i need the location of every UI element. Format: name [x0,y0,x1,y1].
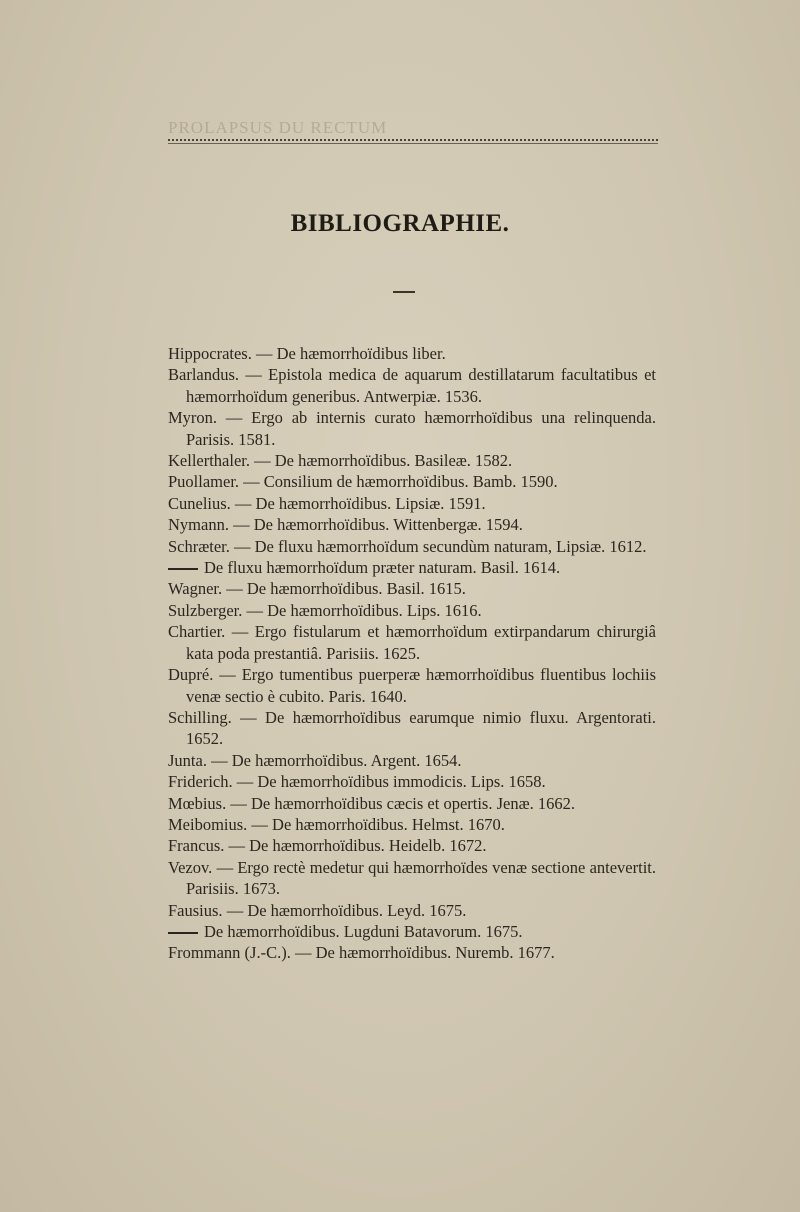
bibliography-entry [168,707,656,750]
entry-text: De fluxu hæmorrhoïdum præter naturam. Basil. 1614. [204,558,561,578]
entry-author: Frommann (J.-C.). [168,943,291,963]
entry-text: — De hæmorrhoïdibus. Basil. 1615. [226,579,466,599]
entry-text: — De hæmorrhoïdibus. Leyd. 1675. [226,900,467,920]
entry-text: — De hæmorrhoïdibus. Basileæ. 1582. [254,451,513,471]
entry-text: — De hæmorrhoïdibus. Wittenbergæ. 1594. [233,515,523,535]
bibliography-entry [168,857,656,900]
bibliography-entry [168,407,656,450]
entry-author: Vezov. [168,857,213,877]
header-rule-thin [168,143,658,144]
bibliography-entry [168,835,656,856]
bibliography-entry [168,536,656,557]
entry-author: Schilling. [168,707,232,727]
entry-text: — Ergo ab internis curato hæmorrhoïdibus una relinquenda. Parisis. 1581. [186,408,656,449]
entry-author: Sulzberger. [168,600,243,620]
entry-author: Cunelius. [168,493,231,513]
bibliography-entry [168,814,656,835]
bibliography-entry [168,600,656,621]
entry-text: — Epistola medica de aquarum destillatarum facultatibus et hæmorrhoïdum generibus. Antwerpiæ. 1536. [186,365,656,406]
entry-text: — De hæmorrhoïdibus. Nuremb. 1677. [294,943,555,963]
bibliography-list [168,343,656,964]
entry-text: — De hæmorrhoïdibus earumque nimio fluxu. Argentorati. 1652. [186,707,657,749]
bibliography-entry [168,557,656,578]
header-rule [168,139,658,141]
bibliography-entry [168,621,656,664]
running-head: PROLAPSUS DU RECTUM [168,118,388,137]
entry-author: Chartier. [168,622,226,642]
entry-author: Kellerthaler. [168,451,251,471]
entry-text: — De hæmorrhoïdibus cæcis et opertis. Jenæ. 1662. [230,793,575,813]
entry-author: Junta. [168,750,207,770]
entry-author: Friderich. [168,772,233,792]
entry-text: — Ergo fistularum et hæmorrhoïdum extirpandarum chirurgiâ kata poda prestantiâ. Parisiis. 1625. [186,622,656,663]
entry-text: De hæmorrhoïdibus. Lugduni Batavorum. 1675. [204,921,523,941]
bibliography-entry [168,471,656,492]
page-title: BIBLIOGRAPHIE. [290,210,510,237]
entry-author: Fausius. [168,900,223,920]
bibliography-entry [168,793,656,814]
entry-author: Wagner. [168,579,223,599]
bibliography-entry [168,664,656,707]
entry-author: Myron. [168,408,218,428]
bibliography-entry [168,578,656,599]
ditto-dash [168,932,198,934]
bibliography-entry [168,942,656,963]
bibliography-entry [168,514,656,535]
bibliography-entry [168,450,656,471]
entry-author: Meibomius. [168,814,248,834]
entry-text: — Ergo tumentibus puerperæ hæmorrhoïdibus fluentibus lochiis venæ sectio è cubito. Paris. 1640. [186,665,657,706]
entry-author: Mœbius. [168,793,227,813]
entry-author: Hippocrates. [168,344,252,363]
entry-text: — De hæmorrhoïdibus. Helmst. 1670. [251,814,505,834]
entry-text: — De hæmorrhoïdibus. Argent. 1654. [211,750,462,770]
entry-author: Puollamer. [168,472,240,492]
bibliography-entry [168,900,656,921]
entry-author: Francus. [168,836,225,856]
entry-text: — De hæmorrhoïdibus. Lips. 1616. [246,600,482,620]
title-rule [393,291,415,293]
bibliography-entry [168,343,656,364]
entry-text: — Consilium de hæmorrhoïdibus. Bamb. 1590. [243,472,558,492]
entry-author: Dupré. [168,665,214,685]
bibliography-entry [168,921,656,942]
entry-author: Barlandus. [168,365,240,385]
bibliography-entry [168,364,656,407]
entry-author: Nymann. [168,515,229,535]
entry-text: — De fluxu hæmorrhoïdum secundùm naturam, Lipsiæ. 1612. [234,536,647,556]
bibliography-entry [168,750,656,771]
ditto-dash [168,568,198,570]
bibliography-entry [168,771,656,792]
entry-text: — De hæmorrhoïdibus liber. [255,344,446,363]
entry-text: — De hæmorrhoïdibus. Lipsiæ. 1591. [234,493,486,513]
entry-text: — Ergo rectè medetur qui hæmorrhoïdes venæ sectione antevertit. Parisiis. 1673. [186,857,656,899]
bibliography-entry [168,493,656,514]
entry-text: — De hæmorrhoïdibus immodicis. Lips. 1658. [236,772,546,792]
entry-text: — De hæmorrhoïdibus. Heidelb. 1672. [228,836,487,856]
entry-author: Schræter. [168,536,230,556]
